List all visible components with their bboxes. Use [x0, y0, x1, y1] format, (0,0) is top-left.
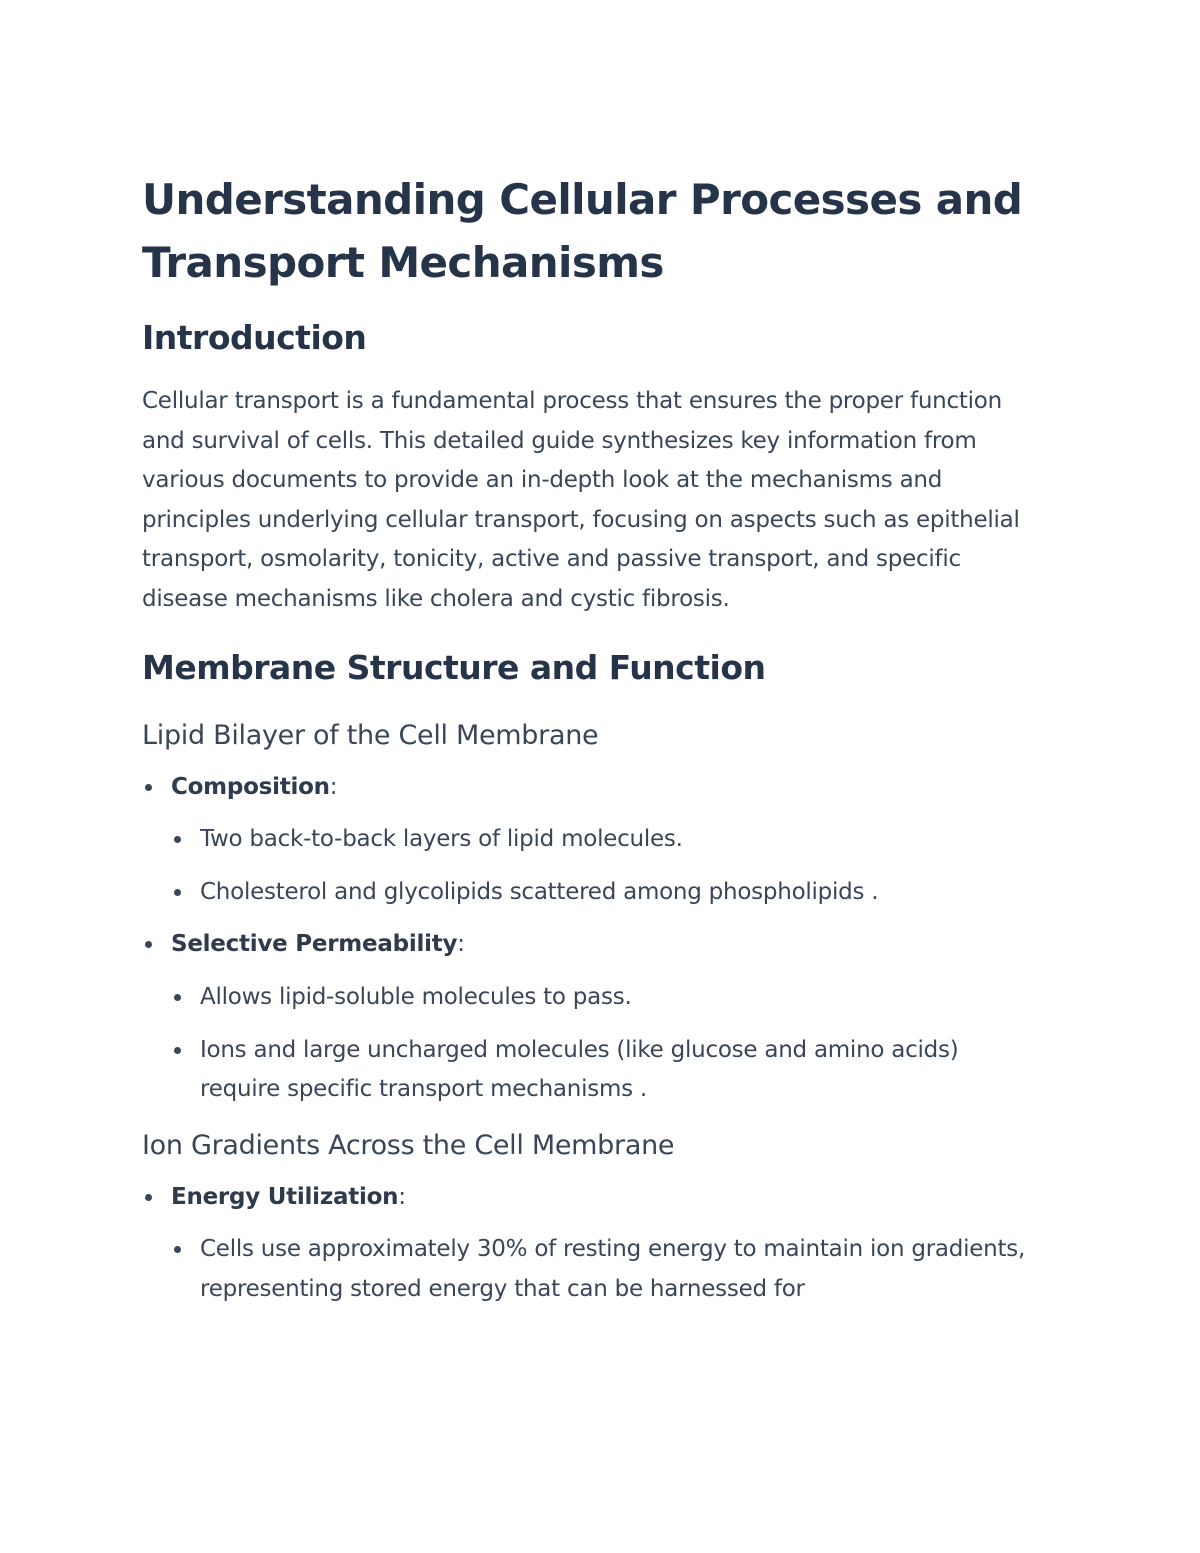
colon: :: [457, 931, 465, 958]
list-item: [142, 873, 1042, 913]
membrane-heading: Membrane Structure and Function: [142, 647, 766, 687]
colon: :: [329, 773, 338, 800]
ion-gradients-list: [142, 1178, 1042, 1310]
composition-item-text: Two back-to-back layers of lipid molecules.: [200, 826, 683, 853]
list-item: [142, 978, 1042, 1018]
list-item-permeability: [142, 925, 1042, 965]
list-item-energy: [142, 1178, 1042, 1218]
bullet-icon: [174, 994, 181, 1001]
energy-label: Energy Utilization: [171, 1183, 399, 1210]
bullet-icon: [145, 784, 152, 791]
bullet-icon: [174, 1047, 181, 1054]
permeability-item-text: Ions and large uncharged molecules (like glucose and amino acids) require specific transport mechanisms .: [200, 1036, 959, 1103]
bullet-icon: [145, 1194, 152, 1201]
composition-item-text: Cholesterol and glycolipids scattered among phospholipids .: [200, 878, 879, 905]
list-item: [142, 820, 1042, 860]
list-item: [142, 1230, 1042, 1309]
bullet-icon: [174, 1246, 181, 1253]
bullet-icon: [174, 889, 181, 896]
lipid-bilayer-list: [142, 768, 1042, 1110]
permeability-item-text: Allows lipid-soluble molecules to pass.: [200, 983, 632, 1010]
colon: :: [398, 1183, 406, 1210]
introduction-heading: Introduction: [142, 318, 367, 357]
bullet-icon: [174, 836, 181, 843]
energy-item-text: Cells use approximately 30% of resting energy to maintain ion gradients, representing stored energy that can be harnessed for: [200, 1236, 1026, 1302]
introduction-paragraph: Cellular transport is a fundamental process that ensures the proper function and survival of cells. This detailed guide synthesizes key information from various documents to provide an in-depth look at the mechanisms and principles underlying cellular transport, focusing on aspects such as epithelial transport, osmolarity, tonicity, active and passive transport, and specific disease mechanisms like cholera and cystic fibrosis.: [142, 388, 1020, 612]
list-item-composition: [142, 768, 1042, 808]
composition-label: Composition: [171, 773, 330, 800]
document-page: [142, 168, 1042, 1310]
ion-gradients-heading: Ion Gradients Across the Cell Membrane: [142, 1129, 675, 1161]
bullet-icon: [145, 941, 152, 948]
document-title: Understanding Cellular Processes and Transport Mechanisms: [142, 175, 1023, 287]
permeability-label: Selective Permeability: [171, 931, 458, 958]
list-item: [142, 1031, 1042, 1110]
lipid-bilayer-heading: Lipid Bilayer of the Cell Membrane: [142, 719, 599, 751]
